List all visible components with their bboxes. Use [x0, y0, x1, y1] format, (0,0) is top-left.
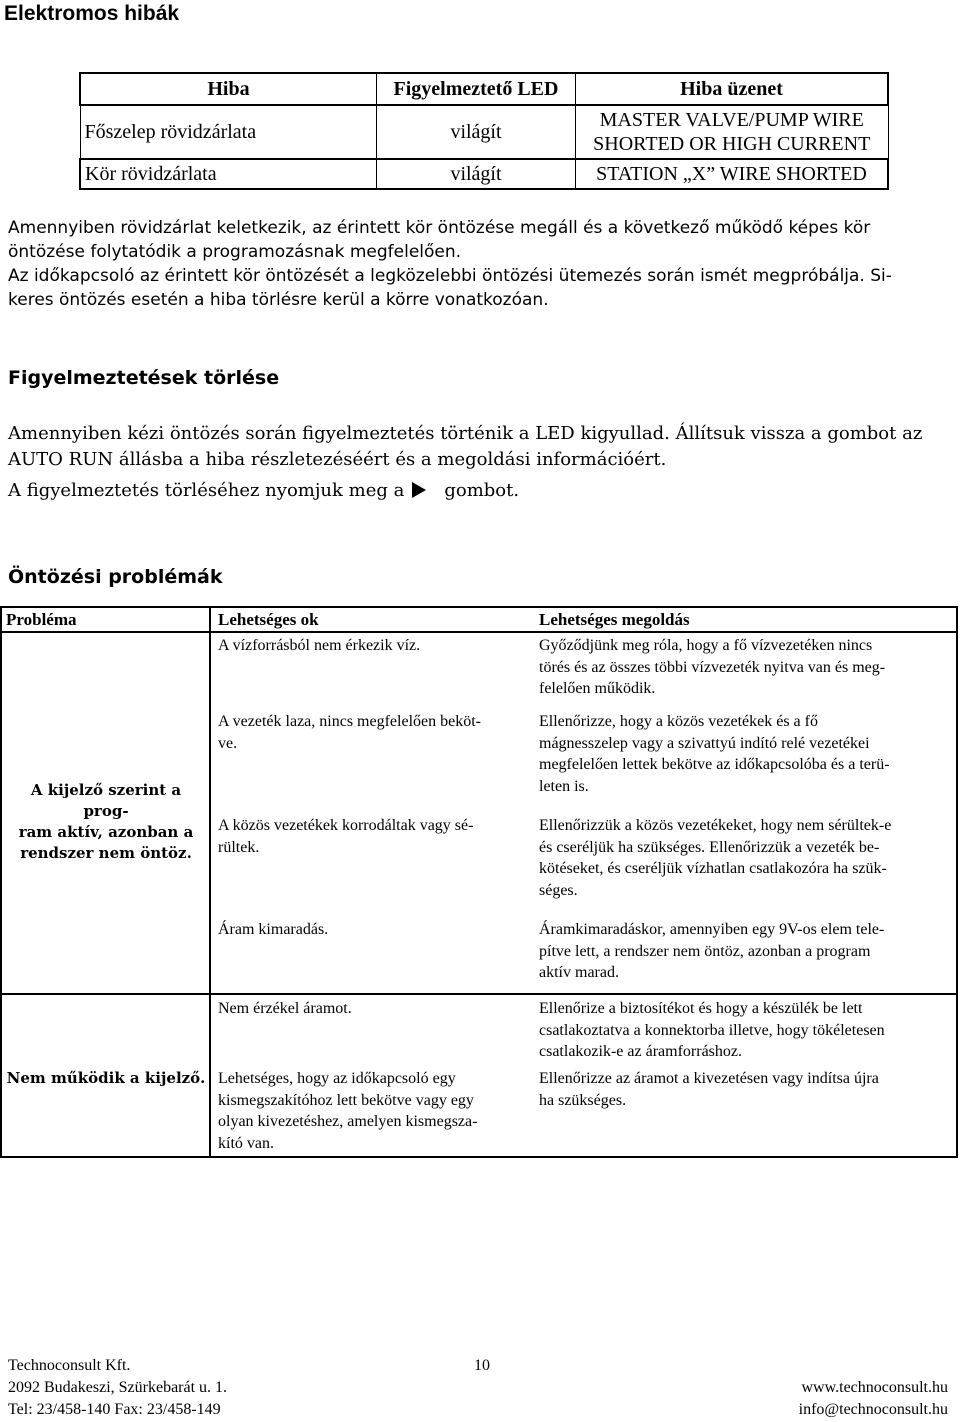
warnings-line: AUTO RUN állásba a hiba részletezéséért és a megoldási információért.	[8, 449, 667, 470]
short-circuit-line: öntözése folytatódik a programozásnak megfelelően.	[8, 242, 462, 262]
cause-cell: A közös vezetékek korrodáltak vagy sé- rültek.	[218, 817, 474, 856]
footer-email[interactable]: info@technoconsult.hu	[798, 1401, 948, 1418]
header-solution: Lehetséges megoldás	[539, 610, 690, 629]
error-table-row	[80, 105, 888, 159]
solution-cell: Ellenőrizzük a közös vezetékeket, hogy nem sérültek-e és cseréljük ha szükséges. Ellenőrizzük a vezeték be- kötéseket, és cseréljük vízhatlan csatlakozóra ha szük- séges.	[539, 817, 892, 899]
solution-cell: Áramkimaradáskor, amennyiben egy 9V-os elem tele- pítve lett, a rendszer nem öntöz, azonban a program aktív marad.	[539, 921, 885, 981]
short-circuit-line: keres öntözés esetén a hiba törlésre kerül a körre vonatkozóan.	[8, 290, 549, 310]
cause-cell: A vezeték laza, nincs megfelelően beköt- ve.	[218, 713, 481, 752]
irrigation-problems-table	[0, 606, 958, 1158]
error-message-line: MASTER VALVE/PUMP WIRE	[599, 109, 864, 131]
error-table-header-row	[80, 73, 888, 105]
footer-page-number: 10	[474, 1357, 490, 1374]
error-table	[79, 72, 889, 190]
header-problem: Probléma	[6, 610, 77, 629]
table-divider	[2, 631, 956, 633]
warnings-text-before: A figyelmeztetés törléséhez nyomjuk meg a	[8, 480, 405, 501]
page-title: Elektromos hibák	[4, 2, 180, 25]
footer-website[interactable]: www.technoconsult.hu	[801, 1379, 948, 1396]
error-table-header-error: Hiba	[80, 73, 377, 105]
footer-company: Technoconsult Kft.	[8, 1357, 131, 1374]
short-circuit-line: Az időkapcsoló az érintett kör öntözését a legközelebbi öntözési ütemezés során ismét megpróbálja. Si-	[8, 266, 892, 286]
error-table-row	[80, 159, 888, 189]
solution-cell: Ellenőrizze az áramot a kivezetésen vagy indítsa újra ha szükséges.	[539, 1070, 879, 1109]
table-divider	[2, 993, 956, 995]
error-table-cell-error: Főszelep rövidzárlata	[80, 105, 377, 159]
error-message-line: SHORTED OR HIGH CURRENT	[593, 133, 871, 155]
solution-cell: Ellenőrize a biztosítékot és hogy a készülék be lett csatlakoztatva a konnektorba illetve, hogy tökéletesen csatlakozik-e az áramforráshoz.	[539, 1000, 885, 1060]
table-divider	[209, 608, 211, 1156]
error-table-cell-message: STATION „X” WIRE SHORTED	[576, 159, 889, 189]
header-cause: Lehetséges ok	[218, 610, 319, 629]
error-table-header-led: Figyelmeztető LED	[377, 73, 576, 105]
warnings-line: Amennyiben kézi öntözés során figyelmeztetés történik a LED kigyullad. Állítsuk vissza a gombot az	[8, 423, 923, 444]
warnings-line	[8, 478, 519, 504]
error-table-cell-error: Kör rövidzárlata	[80, 159, 377, 189]
irrigation-heading: Öntözési problémák	[8, 566, 223, 588]
footer-address: 2092 Budakeszi, Szürkebarát u. 1.	[8, 1379, 228, 1396]
short-circuit-line: Amennyiben rövidzárlat keletkezik, az érintett kör öntözése megáll és a következő működő képes kör	[8, 218, 871, 238]
error-table-header-message: Hiba üzenet	[576, 73, 889, 105]
warnings-heading: Figyelmeztetések törlése	[8, 367, 280, 389]
problem-label: A kijelző szerint a prog- ram aktív, azonban a rendszer nem öntöz.	[18, 781, 194, 862]
cause-cell: Áram kimaradás.	[218, 921, 329, 938]
problem-label: Nem működik a kijelző.	[6, 1069, 206, 1087]
cause-cell: Lehetséges, hogy az időkapcsoló egy kismegszakítóhoz lett bekötve vagy egy olyan kivezetéshez, amelyen kismegsza- kító van.	[218, 1070, 478, 1152]
warnings-text-after: gombot.	[444, 480, 520, 501]
cause-cell: A vízforrásból nem érkezik víz.	[218, 637, 421, 654]
error-table-cell-led: világít	[377, 159, 576, 189]
cause-cell: Nem érzékel áramot.	[218, 1000, 352, 1017]
error-table-cell-message	[576, 105, 889, 159]
error-table-cell-led: világít	[377, 105, 576, 159]
solution-cell: Győződjünk meg róla, hogy a fő vízvezetéken nincs törés és az összes többi vízvezeték nyitva van és meg- felelően működik.	[539, 637, 886, 697]
footer-phone: Tel: 23/458-140 Fax: 23/458-149	[8, 1401, 221, 1418]
play-icon	[412, 482, 426, 498]
solution-cell: Ellenőrizze, hogy a közös vezetékek és a fő mágnesszelep vagy a szivattyú indító relé vezetékei megfelelően lettek bekötve az időkapcsolóba és a terü- leten is.	[539, 713, 890, 795]
